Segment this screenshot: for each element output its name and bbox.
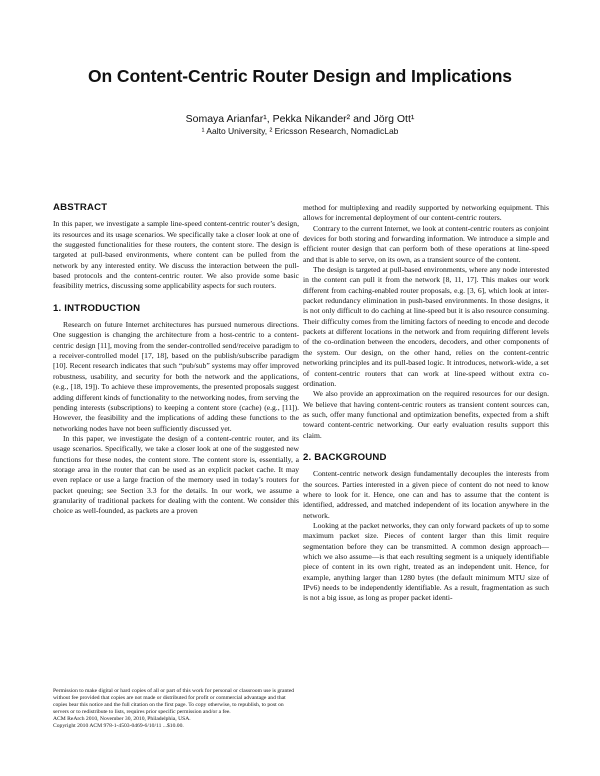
intro-paragraph: Contrary to the current Internet, we look at content-centric routers as conjoint devices for both storing and forwarding information. We introduce a simple and efficient router design that can perform both of these operations at line-speed and that is able to serve, on its own, as a transient source of the content. <box>303 223 549 264</box>
permission-footnote <box>53 688 299 731</box>
paper-authors: Somaya Arianfar¹, Pekka Nikander² and Jörg Ott¹ <box>185 113 415 125</box>
copyright-line: Copyright 2010 ACM 978-1-4503-0469-6/10/11 ...$10.00. <box>53 723 184 730</box>
intro-heading: 1. INTRODUCTION <box>53 302 141 314</box>
paper-title: On Content-Centric Router Design and Implications <box>88 66 512 86</box>
paper-affiliations: ¹ Aalto University, ² Ericsson Research, NomadicLab <box>201 126 399 136</box>
background-paragraph: Looking at the packet networks, they can only forward packets of up to some maximum packet size. Pieces of content larger than this limit require segmentation before they can be transmitted. A common design approach—which we also assume—is that each resulting segment is a uniquely identifiable piece of content in its own right, treated as an independent unit. Hence, for example, anything larger than 1280 bytes (the default minimum MTU size of IPv6) needs to be independently identifiable. As a result, fragmentation as such is not a big issue, as long as proper packet identi- <box>303 520 549 603</box>
venue-line: ACM ReArch 2010, November 30, 2010, Philadelphia, USA. <box>53 716 191 723</box>
intro-paragraph: In this paper, we investigate the design of a content-centric router, and its usage scenarios. Specifically, we take a closer look at one of the suggested new functions for these nodes, the content store. The content store is, essentially, a storage area in the router that can be used as an explicit packet cache. It may even replace or use a large fraction of the memory used in today’s routers for packet queuing; see Section 3.3 for the details. In our work, we assume a granularity of traditional packets for dealing with the content. We consider this choice as well-founded, as packets are a proven <box>53 433 299 516</box>
intro-paragraph: We also provide an approximation on the required resources for our design. We believe that having content-centric routers as transient content sources can, as such, offer many functional and optimization benefits, expected from a shift toward content-centric networking. Our early evaluation results support this claim. <box>303 389 549 440</box>
left-column <box>53 203 299 517</box>
intro-paragraph: method for multiplexing and readily supported by networking equipment. This allows for incremental deployment of our content-centric routers. <box>303 203 549 223</box>
intro-paragraph: Research on future Internet architectures has pursued numerous directions. One suggestion is changing the architecture from a host-centric to a content-centric design [11], moving from the sender-controlled send/receive paradigm to a receiver-controlled model [17, 18], based on the publish/subscribe paradigm [10]. Recent research indicates that such “pub/sub” systems may offer improved robustness, usability, and security for both the network and the applications, (e.g., [18, 19]). To achieve these improvements, the presented proposals suggest adding different kinds of functionality to the networking nodes, from serving the pending interests (subscriptions) to keeping a content store (cache) (e.g., [11]). However, the feasibility and the implications of adding these functions to the networking nodes have not been sufficiently discussed yet. <box>53 320 299 433</box>
background-paragraph: Content-centric network design fundamentally decouples the interests from the sources. Parties interested in a given piece of content do not need to know where to look for it. Hence, one can and has to assume that the content is identified, addressed, and matched independent of its location anywhere in the network. <box>303 469 549 520</box>
right-column <box>303 203 549 604</box>
abstract-heading: ABSTRACT <box>53 202 108 213</box>
intro-paragraph: The design is targeted at pull-based environments, where any node interested in the content can pull it from the network [8, 11, 17]. This makes our work different from caching-enabled router proposals, e.g. [3, 6], which look at inter-packet redundancy elimination in push-based environments. In those designs, it is not only difficult to do caching at line-speed but it is also resource consuming. Their difficulty comes from the limiting factors of needing to encode and decode packets at different locations in the network and from requiring different levels of the co-ordination between the encoders, decoders, and other components of the system. Our design, on the other hand, relies on the content-centric networking principles and its pull-based logic. It introduces, network-wide, a set of content-centric routers that can work at line-speed without extra co-ordination. <box>303 265 549 388</box>
permission-text: Permission to make digital or hard copies of all or part of this work for personal or classroom use is granted without fee provided that copies are not made or distributed for profit or commercial advantage and that copies bear this notice and the full citation on the first page. To copy otherwise, to republish, to post on servers or to redistribute to lists, requires prior specific permission and/or a fee. <box>53 688 295 716</box>
abstract-text: In this paper, we investigate a sample line-speed content-centric router’s design, its resources and its usage scenarios. We specifically take a closer look at one of the suggested functionalities for these routers, the content store. The design is targeted at pull-based environments, where content can be pulled from the network by any interested entity. We discuss the interaction between the pull-based protocols and the content-centric router. We also provide some basic feasibility metrics, discussing some applicability aspects for such routers. <box>53 219 299 291</box>
background-heading: 2. BACKGROUND <box>303 451 387 463</box>
